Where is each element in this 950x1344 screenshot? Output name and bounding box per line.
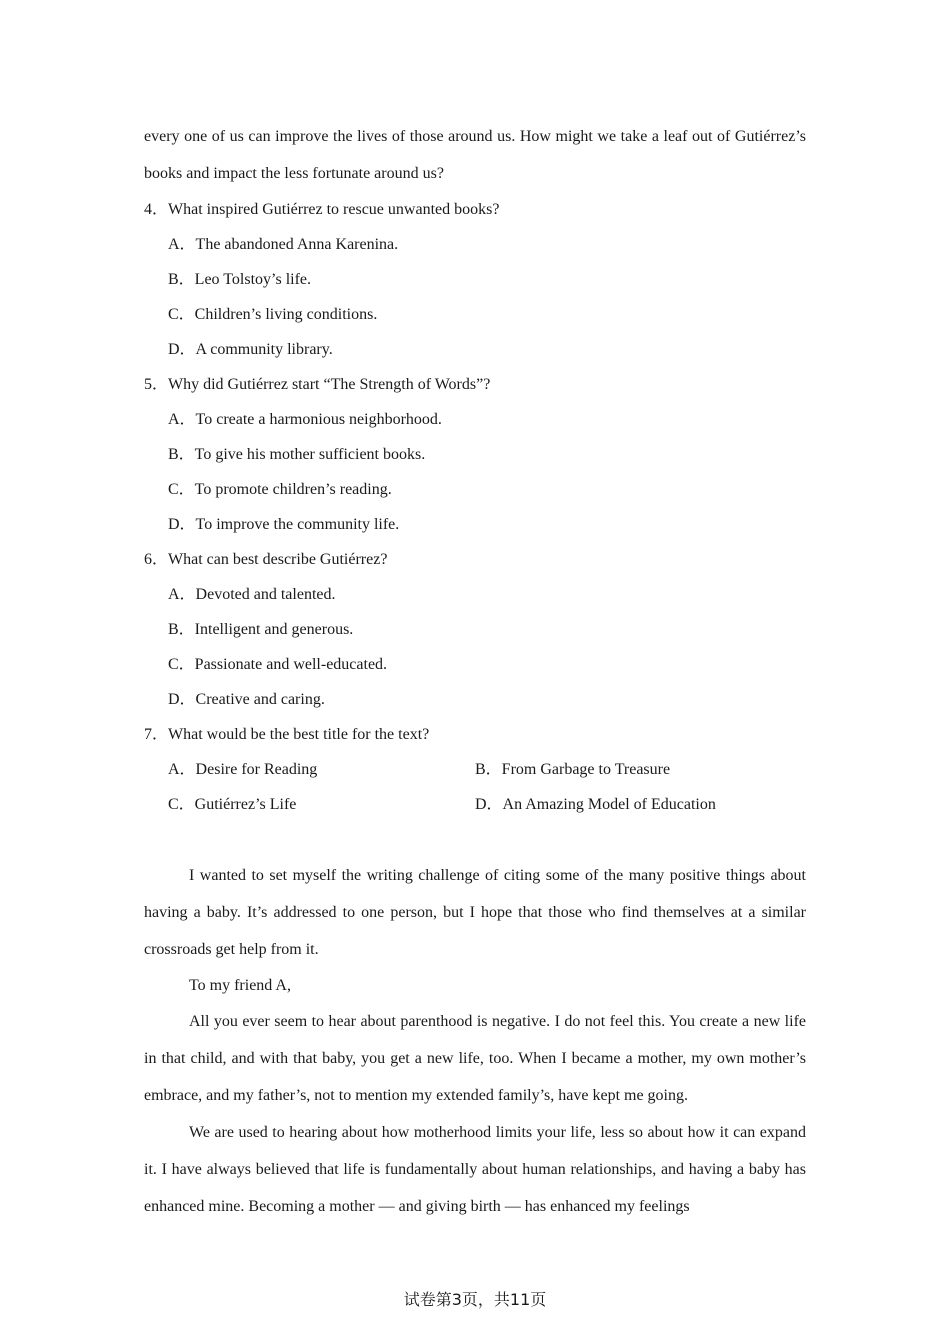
option-c: C．To promote children’s reading.	[168, 481, 392, 498]
option-d: D．A community library.	[168, 341, 333, 358]
option-d: D．An Amazing Model of Education	[475, 796, 716, 813]
section-gap	[144, 822, 806, 857]
reading-passage	[144, 857, 806, 1225]
option-c: C．Gutiérrez’s Life	[168, 796, 297, 813]
option-row	[144, 752, 806, 787]
option-b: B．Leo Tolstoy’s life.	[168, 271, 312, 288]
passage-paragraph: I wanted to set myself the writing challenge of citing some of the many positive things about having a baby. It’s addressed to one person, but I hope that those who find themselves at a similar crossroads get help from it.	[144, 867, 806, 958]
option-a: A．Devoted and talented.	[168, 586, 336, 603]
option-b: B．From Garbage to Treasure	[475, 761, 671, 778]
option-b: B．To give his mother sufficient books.	[168, 446, 426, 463]
option-row	[144, 787, 806, 822]
option-a: A．The abandoned Anna Karenina.	[168, 236, 399, 253]
option-a: A．To create a harmonious neighborhood.	[168, 411, 442, 428]
question-stem: 5．Why did Gutiérrez start “The Strength of Words”?	[144, 376, 491, 393]
salutation: To my friend A,	[189, 977, 291, 994]
option-c: C．Passionate and well-educated.	[168, 656, 388, 673]
page-footer: 试卷第3页，共11页	[403, 1290, 547, 1309]
exam-page-content	[144, 118, 806, 1225]
question-stem: 7．What would be the best title for the text?	[144, 726, 430, 743]
passage-paragraph: All you ever seem to hear about parenthood is negative. I do not feel this. You create a new life in that child, and with that baby, you get a new life, too. When I became a mother, my own mother’s embrace, and my father’s, not to mention my extended family’s, have kept me going.	[144, 1013, 806, 1104]
question-stem: 4．What inspired Gutiérrez to rescue unwanted books?	[144, 201, 500, 218]
question-5	[144, 367, 806, 542]
passage-paragraph: We are used to hearing about how motherhood limits your life, less so about how it can expand it. I have always believed that life is fundamentally about human relationships, and having a baby has enhanced mine. Becoming a mother — and giving birth — has enhanced my feelings	[144, 1124, 806, 1215]
option-d: D．To improve the community life.	[168, 516, 400, 533]
option-a: A．Desire for Reading	[168, 761, 318, 778]
question-4	[144, 192, 806, 367]
question-stem: 6．What can best describe Gutiérrez?	[144, 551, 388, 568]
option-b: B．Intelligent and generous.	[168, 621, 354, 638]
question-6	[144, 542, 806, 717]
question-7	[144, 717, 806, 822]
option-c: C．Children’s living conditions.	[168, 306, 378, 323]
option-d: D．Creative and caring.	[168, 691, 325, 708]
intro-paragraph: every one of us can improve the lives of those around us. How might we take a leaf out of Gutiérrez’s books and impact the less fortunate around us?	[144, 128, 806, 182]
